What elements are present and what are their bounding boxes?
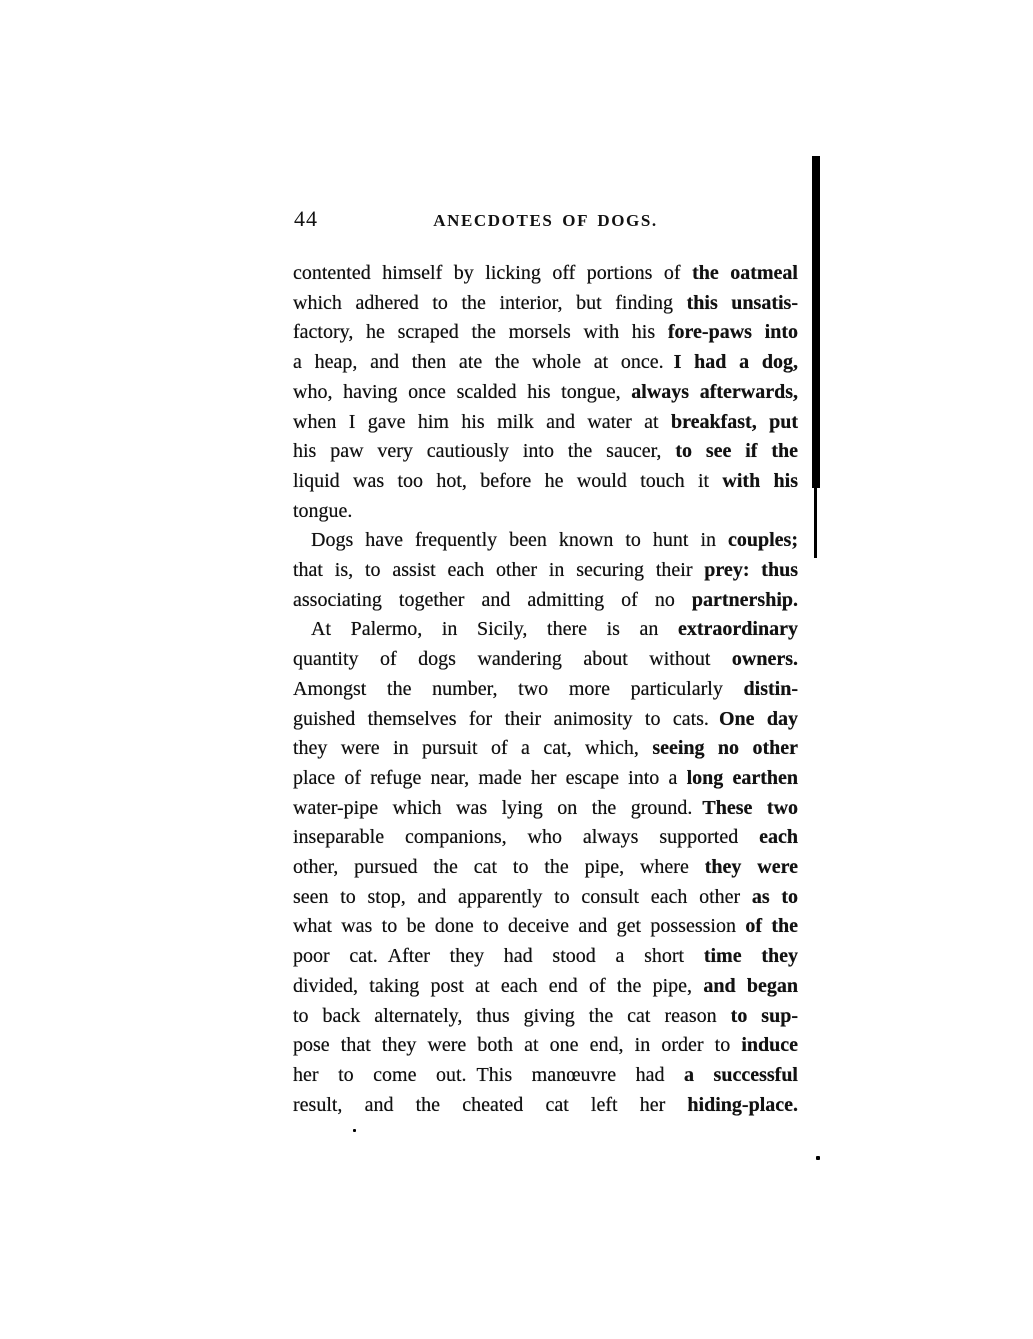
line-segment: divided, taking post at each end of the pipe, (293, 974, 704, 997)
text-line (293, 972, 798, 1002)
line-segment: his paw very cautiously into the saucer, (293, 440, 676, 463)
line-segment: which adhered to the interior, but finding (293, 291, 687, 314)
text-line (293, 1061, 798, 1091)
line-segment-bold: distin- (743, 677, 798, 700)
text-line (293, 883, 798, 913)
text-line (293, 259, 798, 289)
line-segment-bold: this unsatis- (686, 291, 798, 314)
line-segment-bold: to see if the (675, 440, 798, 463)
text-line (293, 705, 798, 735)
text-line (293, 556, 798, 586)
text-line (293, 764, 798, 794)
text-line (293, 526, 798, 556)
ink-speck (816, 1156, 820, 1160)
line-segment-bold: These two (702, 796, 799, 819)
ink-speck (353, 1129, 356, 1132)
line-segment-bold: always afterwards, (631, 380, 798, 403)
text-line (293, 378, 798, 408)
line-segment-bold: time they (703, 945, 798, 968)
line-segment: inseparable companions, who always supported (293, 826, 760, 849)
line-segment: pose that they were both at one end, in order to (293, 1034, 742, 1057)
text-line (293, 1031, 798, 1061)
line-segment-bold: fore-paws into (667, 321, 798, 344)
text-line (293, 912, 798, 942)
page-number: 44 (294, 206, 318, 231)
line-segment-bold: each (759, 826, 798, 849)
line-segment-bold: they were (704, 856, 799, 879)
line-segment-bold: and began (703, 974, 798, 997)
line-segment: quantity of dogs wandering about without (293, 648, 732, 671)
line-segment-bold: breakfast, put (670, 410, 798, 433)
line-segment: Dogs have frequently been known to hunt in (311, 529, 728, 552)
line-segment: water-pipe which was lying on the ground. (293, 796, 703, 819)
page-header (293, 206, 798, 234)
text-line (293, 497, 798, 527)
line-segment: tongue. (293, 499, 353, 522)
text-line (293, 1002, 798, 1032)
text-line (293, 437, 798, 467)
line-segment: her to come out. This manœuvre had (293, 1063, 685, 1086)
scan-edge-bar-thin (814, 488, 817, 558)
line-segment-bold: of the (745, 915, 798, 938)
line-segment: what was to be done to deceive and get possession (293, 915, 746, 938)
line-segment-bold: prey: thus (704, 559, 798, 582)
running-title: ANECDOTES OF DOGS. (433, 211, 658, 230)
line-segment: liquid was too hot, before he would touch it (293, 469, 723, 492)
line-segment-bold: long earthen (686, 766, 798, 789)
line-segment-bold: as to (751, 885, 798, 908)
line-segment: other, pursued the cat to the pipe, where (293, 856, 705, 879)
line-segment: when I gave him his milk and water at (293, 410, 671, 433)
text-line (293, 615, 798, 645)
line-segment: result, and the cheated cat left her (293, 1093, 688, 1116)
line-segment-bold: a successful (684, 1063, 798, 1086)
line-segment-bold: I had a dog, (673, 351, 799, 374)
line-segment-bold: couples; (728, 529, 798, 552)
line-segment: seen to stop, and apparently to consult each other (293, 885, 752, 908)
text-line (293, 318, 798, 348)
line-segment-bold: with his (722, 469, 799, 492)
line-segment: associating together and admitting of no (293, 588, 692, 611)
text-line (293, 675, 798, 705)
text-line (293, 942, 798, 972)
text-line (293, 823, 798, 853)
text-line (293, 645, 798, 675)
line-segment-bold: One day (718, 707, 799, 730)
line-segment-bold: partnership. (691, 588, 798, 611)
text-line (293, 853, 798, 883)
text-line (293, 467, 798, 497)
text-line (293, 734, 798, 764)
text-line (293, 1091, 798, 1121)
line-segment-bold: hiding-place. (687, 1093, 798, 1116)
line-segment: they were in pursuit of a cat, which, (293, 737, 653, 760)
line-segment-bold: to sup- (730, 1004, 798, 1027)
text-line (293, 348, 798, 378)
line-segment: place of refuge near, made her escape into a (293, 766, 687, 789)
line-segment-bold: seeing no other (652, 737, 798, 760)
line-segment: factory, he scraped the morsels with his (293, 321, 668, 344)
text-line (293, 408, 798, 438)
line-segment: contented himself by licking off portions of (293, 262, 693, 284)
scan-edge-bar (812, 156, 820, 488)
line-segment-bold: the oatmeal (692, 262, 798, 284)
line-segment-bold: induce (741, 1034, 798, 1057)
line-segment: who, having once scalded his tongue, (293, 380, 632, 403)
text-line (293, 289, 798, 319)
text-line (293, 586, 798, 616)
body-text (293, 259, 798, 1120)
line-segment: At Palermo, in Sicily, there is an (311, 618, 679, 641)
line-segment: Amongst the number, two more particularly (293, 677, 744, 700)
line-segment-bold: extraordinary (678, 618, 798, 641)
text-line (293, 794, 798, 824)
line-segment: a heap, and then ate the whole at once. (293, 351, 674, 374)
line-segment: poor cat. After they had stood a short (293, 945, 704, 968)
line-segment-bold: owners. (731, 648, 798, 671)
line-segment: to back alternately, thus giving the cat reason (293, 1004, 731, 1027)
line-segment: that is, to assist each other in securing their (293, 559, 705, 582)
line-segment: guished themselves for their animosity to cats. (293, 707, 719, 730)
